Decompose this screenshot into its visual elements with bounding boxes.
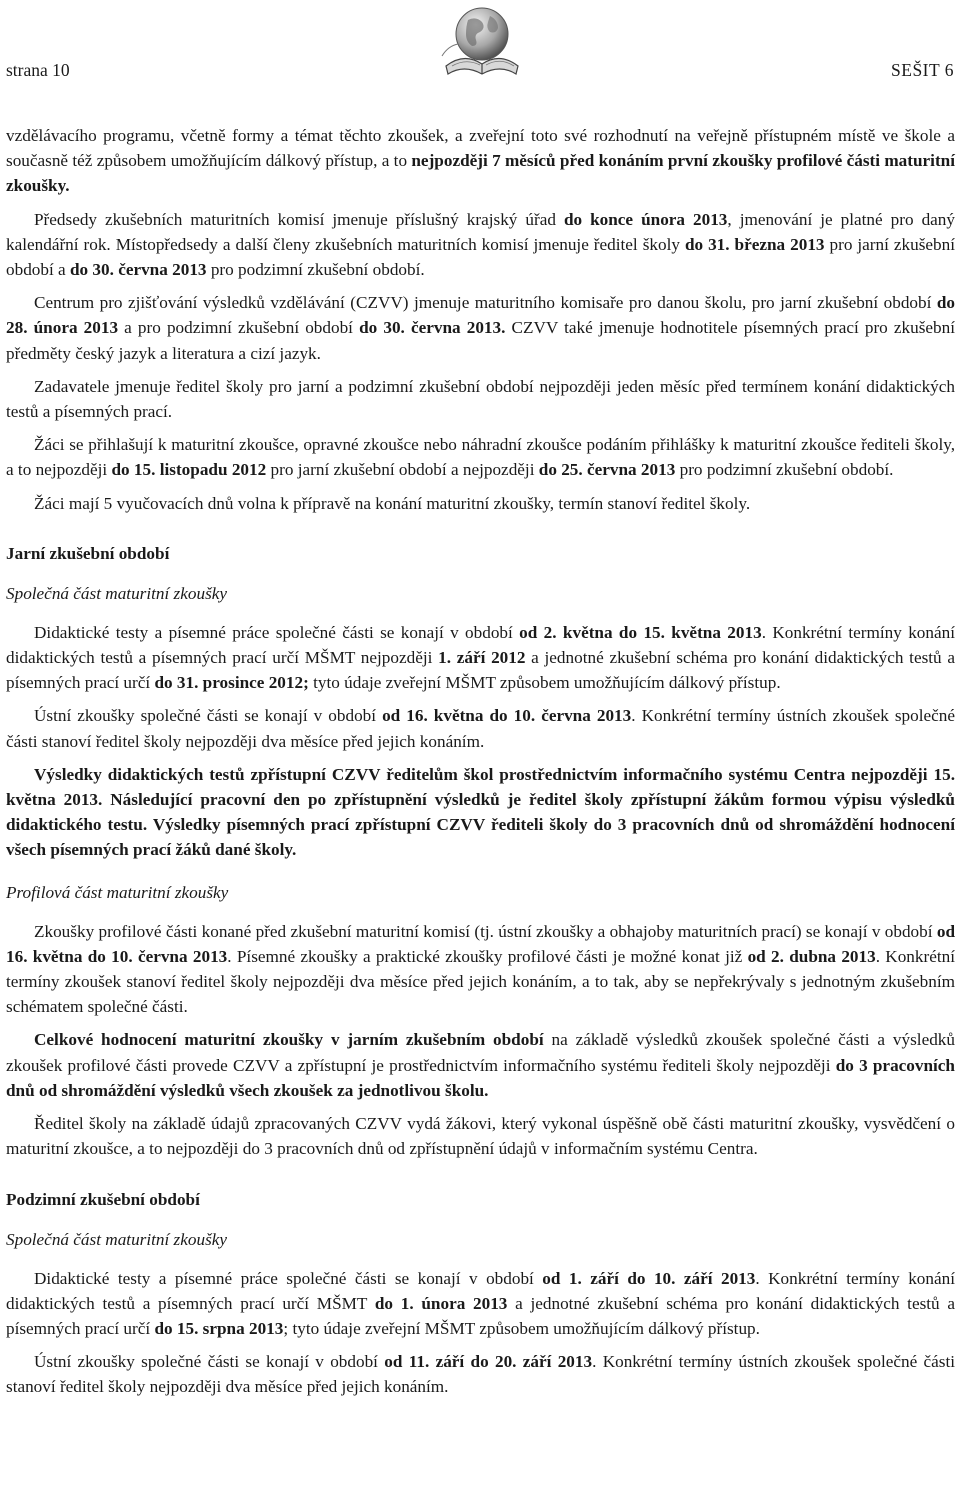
section-heading: Podzimní zkušební období <box>6 1189 200 1209</box>
document-body <box>6 123 955 1408</box>
paragraph: Celkové hodnocení maturitní zkoušky v jarním zkušebním období na základě výsledků zkoušek společné části a výsledků zkoušek profilové části provede CZVV a zpřístupní je prostřednictvím informačního systému řediteli školy nejpozději do 3 pracovních dnů od shromáždění výsledků všech zkoušek za jednotlivou školu. <box>6 1030 955 1100</box>
paragraph: vzdělávacího programu, včetně formy a témat těchto zkoušek, a zveřejní toto své rozhodnutí na veřejně přístupném místě ve škole a současně též způsobem umožňujícím dálkový přístup, a to nejpozději 7 měsíců před konáním první zkoušky profilové části maturitní zkoušky. <box>6 126 956 196</box>
page-number: strana 10 <box>6 60 70 80</box>
paragraph: Žáci se přihlašují k maturitní zkoušce, opravné zkoušce nebo náhradní zkoušce podáním přihlášky k maturitní zkoušce řediteli školy, a to nejpozději do 15. listopadu 2012 pro jarní zkušební období a nejpozději do 25. června 2013 pro podzimní zkušební období. <box>6 435 955 480</box>
paragraph: Výsledky didaktických testů zpřístupní CZVV ředitelům škol prostřednictvím informačního systému Centra nejpozději 15. května 2013. Následující pracovní den po zpřístupnění výsledků je ředitel školy zpřístupní žákům formou výpisu výsledků didaktického testu. Výsledky písemných prací zpřístupní CZVV řediteli školy do 3 pracovních dnů od shromáždění hodnocení všech písemných prací žáků dané školy. <box>6 764 955 860</box>
paragraph: Ústní zkoušky společné části se konají v období od 16. května do 10. června 2013. Konkrétní termíny ústních zkoušek společné části stanoví ředitel školy nejpozději dva měsíce před jejich konáním. <box>6 706 955 751</box>
paragraph: Didaktické testy a písemné práce společné části se konají v období od 1. září do 10. září 2013. Konkrétní termíny konání didaktických testů a písemných prací určí MŠMT do 1. února 2013 a jednotné zkušební schéma pro konání didaktických testů a písemných prací určí do 15. srpna 2013; tyto údaje zveřejní MŠMT způsobem umožňujícím dálkový přístup. <box>6 1268 955 1338</box>
paragraph: Ústní zkoušky společné části se konají v období od 11. září do 20. září 2013. Konkrétní termíny ústních zkoušek společné části stanoví ředitel školy nejpozději dva měsíce před jejich konáním. <box>6 1352 956 1397</box>
paragraph: Centrum pro zjišťování výsledků vzdělávání (CZVV) jmenuje maturitního komisaře pro danou školu, pro jarní zkušební období do 28. února 2013 a pro podzimní zkušební období do 30. června 2013. CZVV také jmenuje hodnotitele písemných prací pro zkušební předměty český jazyk a literatura a cizí jazyk. <box>6 293 955 363</box>
paragraph: Zkoušky profilové části konané před zkušební maturitní komisí (tj. ústní zkoušky a obhajoby maturitních prací) se konají v období od 16. května do 10. června 2013. Písemné zkoušky a praktické zkoušky profilové části je možné konat již od 2. dubna 2013. Konkrétní termíny zkoušek stanoví ředitel školy nejpozději dva měsíce před jejich konáním, a to tak, aby se nepřekrývaly s jednotným zkušebním schématem společné části. <box>6 921 955 1017</box>
subsection-heading: Společná část maturitní zkoušky <box>6 583 228 603</box>
subsection-heading: Profilová část maturitní zkoušky <box>6 882 229 902</box>
issue-label: SEŠIT 6 <box>891 60 954 80</box>
section-heading: Jarní zkušební období <box>6 543 170 563</box>
subsection-heading: Společná část maturitní zkoušky <box>6 1229 228 1249</box>
paragraph: Zadavatele jmenuje ředitel školy pro jarní a podzimní zkušební období nejpozději jeden měsíc před termínem konání didaktických testů a písemných prací. <box>6 376 955 422</box>
paragraph: Žáci mají 5 vyučovacích dnů volna k přípravě na konání maturitní zkoušky, termín stanoví ředitel školy. <box>34 493 751 513</box>
paragraph: Předsedy zkušebních maturitních komisí jmenuje příslušný krajský úřad do konce února 2013, jmenování je platné pro daný kalendářní rok. Místopředsedy a další členy zkušebních maturitních komisí jmenuje ředitel školy do 31. března 2013 pro jarní zkušební období a do 30. června 2013 pro podzimní zkušební období. <box>6 209 955 280</box>
globe-book-logo-icon <box>438 4 522 80</box>
paragraph: Didaktické testy a písemné práce společné části se konají v období od 2. května do 15. května 2013. Konkrétní termíny konání didaktických testů a písemných prací určí MŠMT nejpozději 1. září 2012 a jednotné zkušební schéma pro konání didaktických testů a písemných prací určí do 31. prosince 2012; tyto údaje zveřejní MŠMT způsobem umožňujícím dálkový přístup. <box>6 622 955 693</box>
paragraph: Ředitel školy na základě údajů zpracovaných CZVV vydá žákovi, který vykonal úspěšně obě části maturitní zkoušky, vysvědčení o maturitní zkoušce, a to nejpozději do 3 pracovních dnů od zpřístupnění údajů v informačním systému Centra. <box>6 1114 955 1159</box>
